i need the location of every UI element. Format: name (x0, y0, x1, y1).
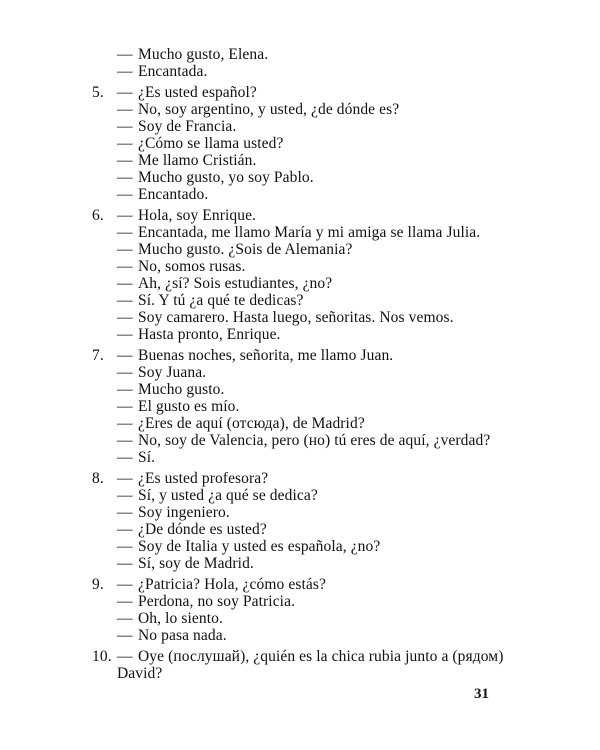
line-text: Sí. (138, 449, 156, 466)
line-text: Encantada, me llamo María y mi amiga se llama Julia. (138, 224, 481, 241)
line-text: Soy Juana. (138, 364, 207, 381)
dash: — (117, 326, 133, 343)
dash: — (117, 207, 133, 224)
dash: — (117, 46, 133, 63)
dash: — (117, 538, 133, 555)
line-text: El gusto es mío. (138, 398, 240, 415)
page-number: 31 (474, 686, 489, 702)
line-text: ¿Cómo se llama usted? (138, 135, 284, 152)
dash: — (117, 309, 133, 326)
dash: — (117, 152, 133, 169)
dash: — (117, 381, 133, 398)
line-text: Soy de Francia. (138, 118, 237, 135)
dash: — (117, 275, 133, 292)
dash: — (117, 593, 133, 610)
dash: — (117, 101, 133, 118)
dash: — (117, 169, 133, 186)
dash: — (117, 398, 133, 415)
dash: — (117, 449, 133, 466)
line-text: Soy de Italia y usted es española, ¿no? (138, 538, 381, 555)
line-text: Soy camarero. Hasta luego, señoritas. Nos vemos. (138, 309, 454, 326)
dialogue-number: 6. (92, 207, 104, 224)
dialogue-number: 9. (92, 576, 104, 593)
line-text: ¿Eres de aquí (отсюда), de Madrid? (138, 415, 365, 432)
line-text: Encantada. (138, 63, 208, 80)
dash: — (117, 576, 133, 593)
dash: — (117, 432, 133, 449)
line-text: Oh, lo siento. (138, 610, 223, 627)
dash: — (117, 555, 133, 572)
dash: — (117, 470, 133, 487)
line-text: Mucho gusto. ¿Sois de Alemania? (138, 241, 353, 258)
dialogue-number: 10. (92, 648, 112, 665)
line-text: Perdona, no soy Patricia. (138, 593, 296, 610)
line-text: Buenas noches, señorita, me llamo Juan. (138, 347, 394, 364)
dash: — (117, 415, 133, 432)
dash: — (117, 84, 133, 101)
line-continuation: David? (117, 665, 163, 682)
dash: — (117, 258, 133, 275)
dialogue-number: 8. (92, 470, 104, 487)
dialogue-number: 7. (92, 347, 104, 364)
line-text: No pasa nada. (138, 627, 227, 644)
line-text: Oye (послушай), ¿quién es la chica rubia junto a (рядом) (138, 648, 504, 665)
dash: — (117, 63, 133, 80)
dash: — (117, 292, 133, 309)
dash: — (117, 347, 133, 364)
line-text: ¿Patricia? Hola, ¿cómo estás? (138, 576, 326, 593)
dash: — (117, 504, 133, 521)
dialogue-number: 5. (92, 84, 104, 101)
line-text: No, soy argentino, y usted, ¿de dónde es? (138, 101, 400, 118)
dash: — (117, 521, 133, 538)
line-text: Ah, ¿sí? Sois estudiantes, ¿no? (138, 275, 333, 292)
line-text: Sí, y usted ¿a qué se dedica? (138, 487, 318, 504)
dash: — (117, 186, 133, 203)
dash: — (117, 487, 133, 504)
line-text: Me llamo Cristián. (138, 152, 257, 169)
line-text: Sí, soy de Madrid. (138, 555, 254, 572)
dash: — (117, 224, 133, 241)
line-text: ¿Es usted español? (138, 84, 257, 101)
dash: — (117, 241, 133, 258)
line-text: Mucho gusto, yo soy Pablo. (138, 169, 314, 186)
dash: — (117, 648, 133, 665)
line-text: Mucho gusto, Elena. (138, 46, 269, 63)
dash: — (117, 135, 133, 152)
line-text: Hasta pronto, Enrique. (138, 326, 281, 343)
line-text: ¿De dónde es usted? (138, 521, 267, 538)
line-text: Mucho gusto. (138, 381, 225, 398)
line-text: Soy ingeniero. (138, 504, 230, 521)
line-text: No, somos rusas. (138, 258, 246, 275)
line-text: No, soy de Valencia, pero (но) tú eres de aquí, ¿verdad? (138, 432, 491, 449)
line-text: Hola, soy Enrique. (138, 207, 257, 224)
line-text: Encantado. (138, 186, 209, 203)
line-text: Sí. Y tú ¿a qué te dedicas? (138, 292, 304, 309)
line-text: ¿Es usted profesora? (138, 470, 269, 487)
dash: — (117, 118, 133, 135)
dash: — (117, 364, 133, 381)
dash: — (117, 627, 133, 644)
dash: — (117, 610, 133, 627)
